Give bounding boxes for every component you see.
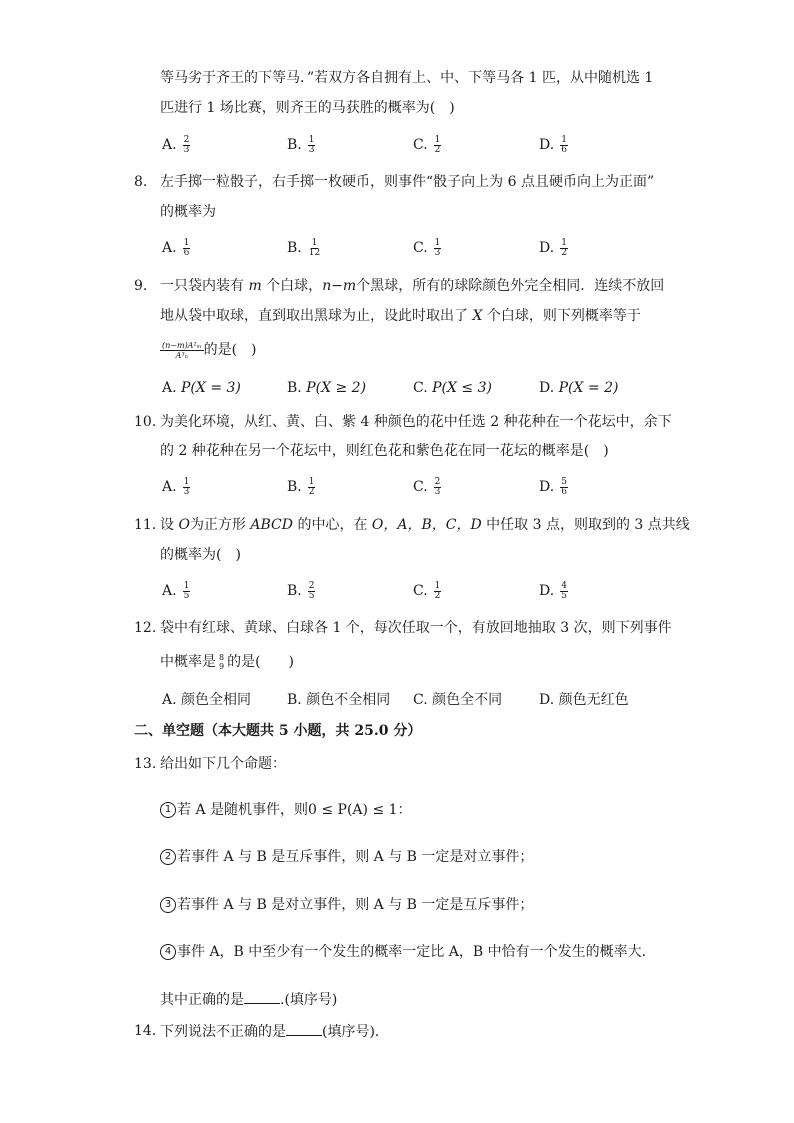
fraction: $\frac{1}{2}$	[434, 134, 441, 155]
q8-line1: 左手掷一粒骰子，右手掷一枚硬币，则事件“骰子向上为 6 点且硬币向上为正面”	[160, 174, 655, 190]
fraction: $\frac{4}{5}$	[561, 580, 567, 601]
q8-line2: 的概率为	[160, 204, 216, 220]
q14-number: 14.	[134, 1023, 157, 1039]
q12-option-a: A. 颜色全相同	[162, 692, 252, 708]
q9-number: 9.	[134, 278, 148, 294]
q11-line2: 的概率为( )	[160, 547, 241, 563]
q9-line3: $\frac{\text{(n−m)A²ₘ}}{\text{A³ₙ}}$ 的是( )	[162, 340, 257, 360]
q13-item-4: 4 事件 A，B 中至少有一个发生的概率一定比 A，B 中恰有一个发生的概率大．	[160, 942, 656, 962]
circled-number: 1	[160, 802, 176, 818]
q10-option-a: A. $\frac{1}{3}$	[162, 476, 190, 497]
circled-number: 2	[160, 849, 176, 865]
q13-number: 13.	[134, 756, 157, 772]
fraction: $\frac{1}{2}$	[308, 476, 315, 497]
q7-option-d: D. $\frac{1}{6}$	[539, 134, 567, 155]
q13-answer-line: 其中正确的是 .(填序号)	[160, 989, 337, 1010]
q11-option-b: B. $\frac{2}{5}$	[287, 580, 315, 601]
fraction: $\frac{1}{2}$	[561, 237, 567, 258]
q8-option-d: D. $\frac{1}{2}$	[539, 237, 567, 258]
fraction: $\frac{2}{3}$	[183, 134, 190, 155]
q9-line2: 地从袋中取球，直到取出黑球为止，设此时取出了 X 个白球，则下列概率等于	[160, 308, 641, 324]
q10-number: 10.	[134, 414, 157, 430]
fraction: $\frac{1}{2}$	[434, 580, 441, 601]
q11-number: 11.	[134, 517, 157, 533]
q7-line1: 等马劣于齐王的下等马．”若双方各自拥有上、中、下等马各 1 匹，从中随机选 1	[160, 70, 654, 86]
q12-line2: 中概率是 8 9 的是( )	[160, 653, 295, 671]
q11-option-a: A. $\frac{1}{5}$	[162, 580, 190, 601]
fraction: $\frac{2}{5}$	[308, 580, 315, 601]
q12-option-c: C. 颜色全不同	[413, 692, 503, 708]
fraction: $\frac{1}{3}$	[308, 134, 315, 155]
probability-fraction: $\frac{\text{(n−m)A²ₘ}}{\text{A³ₙ}}$	[162, 340, 202, 360]
q10-option-c: C. $\frac{2}{3}$	[413, 476, 441, 497]
q12-option-b: B. 颜色不全相同	[287, 692, 391, 708]
q10-option-b: B. $\frac{1}{2}$	[287, 476, 315, 497]
circled-number: 3	[160, 897, 176, 913]
circled-number: 4	[160, 944, 176, 960]
q8-option-c: C. $\frac{1}{3}$	[413, 237, 441, 258]
q14-text: 下列说法不正确的是 (填序号)．	[160, 1021, 389, 1042]
section-heading: 二、单空题（本大题共 5 小题，共 25.0 分）	[134, 723, 422, 739]
q7-option-b: B. $\frac{1}{3}$	[287, 134, 315, 155]
q13-intro: 给出如下几个命题：	[160, 756, 286, 772]
q13-item-3: 3 若事件 A 与 B 是对立事件，则 A 与 B 一定是互斥事件；	[160, 895, 533, 915]
fraction: $\frac{1}{3}$	[434, 237, 441, 258]
q12-number: 12.	[134, 620, 157, 636]
q9-option-c: C. P(X ≤ 3)	[413, 380, 492, 396]
q11-option-c: C. $\frac{1}{2}$	[413, 580, 441, 601]
q9-line1: 一只袋内装有 m 个白球，n−m个黑球，所有的球除颜色外完全相同．连续不放回	[160, 278, 665, 294]
fraction: $\frac{1}{3}$	[183, 476, 190, 497]
q9-option-a: A. P(X = 3)	[162, 380, 241, 396]
fraction: $\frac{1}{5}$	[183, 580, 190, 601]
q12-option-d: D. 颜色无红色	[539, 692, 629, 708]
fraction: 8 9	[219, 653, 225, 671]
q7-option-a: A. $\frac{2}{3}$	[162, 134, 190, 155]
fraction: $\frac{5}{6}$	[561, 476, 567, 497]
fraction: $\frac{1}{12}$	[308, 237, 321, 258]
q13-item-1: 1 若 A 是随机事件，则0 ≤ P(A) ≤ 1：	[160, 800, 412, 820]
q9-option-b: B. P(X ≥ 2)	[287, 380, 367, 396]
q9-option-d: D. P(X = 2)	[539, 380, 619, 396]
q10-line2: 的 2 种花种在另一个花坛中，则红色花和紫色花在同一花坛的概率是( )	[160, 443, 609, 459]
q8-option-a: A. $\frac{1}{6}$	[162, 237, 190, 258]
answer-blank[interactable]	[244, 989, 280, 1004]
q7-line2: 匹进行 1 场比赛，则齐王的马获胜的概率为( )	[160, 100, 455, 116]
q10-option-d: D. $\frac{5}{6}$	[539, 476, 567, 497]
q8-option-b: B. $\frac{1}{12}$	[287, 237, 321, 258]
q12-line1: 袋中有红球、黄球、白球各 1 个，每次任取一个，有放回地抽取 3 次，则下列事件	[160, 620, 672, 636]
q13-item-2: 2 若事件 A 与 B 是互斥事件，则 A 与 B 一定是对立事件；	[160, 847, 533, 867]
q10-line1: 为美化环境，从红、黄、白、紫 4 种颜色的花中任选 2 种花种在一个花坛中，余下	[160, 414, 672, 430]
q11-option-d: D. $\frac{4}{5}$	[539, 580, 567, 601]
q11-line1: 设 O为正方形 ABCD 的中心，在 O，A，B，C，D 中任取 3 点，则取到的 3 点共线	[160, 517, 690, 533]
fraction: $\frac{1}{6}$	[561, 134, 567, 155]
q8-number: 8.	[134, 174, 148, 190]
q7-option-c: C. $\frac{1}{2}$	[413, 134, 441, 155]
fraction: $\frac{2}{3}$	[434, 476, 441, 497]
fraction: $\frac{1}{6}$	[183, 237, 190, 258]
answer-blank[interactable]	[286, 1021, 322, 1036]
